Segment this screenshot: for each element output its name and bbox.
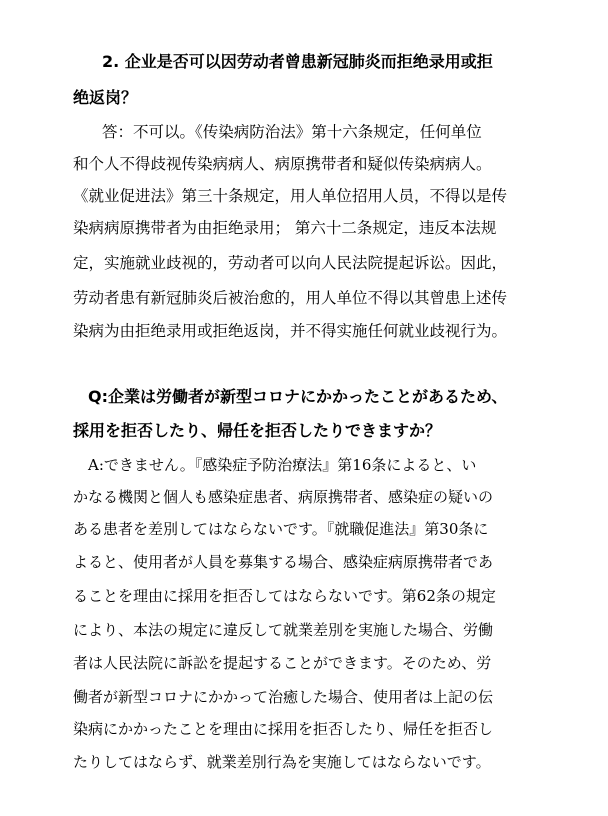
japanese-answer-line: 染病にかかったことを理由に採用を拒否したり、帰任を拒否し [73,720,494,738]
chinese-answer-line: 劳动者患有新冠肺炎后被治愈的，用人单位不得以其曾患上述传 [73,289,508,307]
japanese-answer-line: ることを理由に採用を拒否してはならないです。第62条の規定 [73,587,496,605]
chinese-answer-line: 定，实施就业歧视的，劳动者可以向人民法院提起诉讼。因此， [73,254,508,272]
chinese-answer-line: 《就业促进法》第三十条规定，用人单位招用人员，不得以是传 [73,187,508,205]
japanese-question-line-2: 採用を拒否したり、帰任を拒否したりできますか？ [73,421,442,440]
chinese-question-line-1: 2. 企业是否可以因劳动者曾患新冠肺炎而拒绝录用或拒 [102,52,493,71]
chinese-answer-line: 和个人不得歧视传染病病人、病原携带者和疑似传染病病人。 [73,155,492,173]
japanese-answer-line: かなる機関と個人も感染症患者、病原携帯者、感染症の疑いの [73,488,494,506]
japanese-answer-line: ある患者を差別してはならないです。『就職促進法』第30条に [73,520,489,538]
japanese-question-line-1: Q:企業は労働者が新型コロナにかかったことがあるため、 [88,387,508,406]
chinese-answer-line: 染病病原携带者为由拒绝录用； 第六十二条规定，违反本法规 [73,219,497,237]
chinese-answer-line: 答：不可以。《传染病防治法》第十六条规定，任何单位 [102,123,482,141]
chinese-answer-line: 染病为由拒绝录用或拒绝返岗，并不得实施任何就业歧视行为。 [73,322,508,340]
japanese-answer-line: 者は人民法院に訴訟を提起することができます。そのため、労 [73,654,492,672]
japanese-answer-line: により、本法の規定に違反して就業差別を実施した場合、労働 [73,621,494,639]
japanese-answer-line: A:できません。『感染症予防治療法』第16条によると、い [88,456,477,474]
japanese-answer-line: たりしてはならず、就業差別行為を実施してはならないです。 [73,753,491,771]
japanese-answer-line: 働者が新型コロナにかかって治癒した場合、使用者は上記の伝 [73,688,494,706]
japanese-answer-line: よると、使用者が人員を募集する場合、感染症病原携帯者であ [73,553,494,571]
chinese-question-line-2: 绝返岗？ [73,88,138,107]
